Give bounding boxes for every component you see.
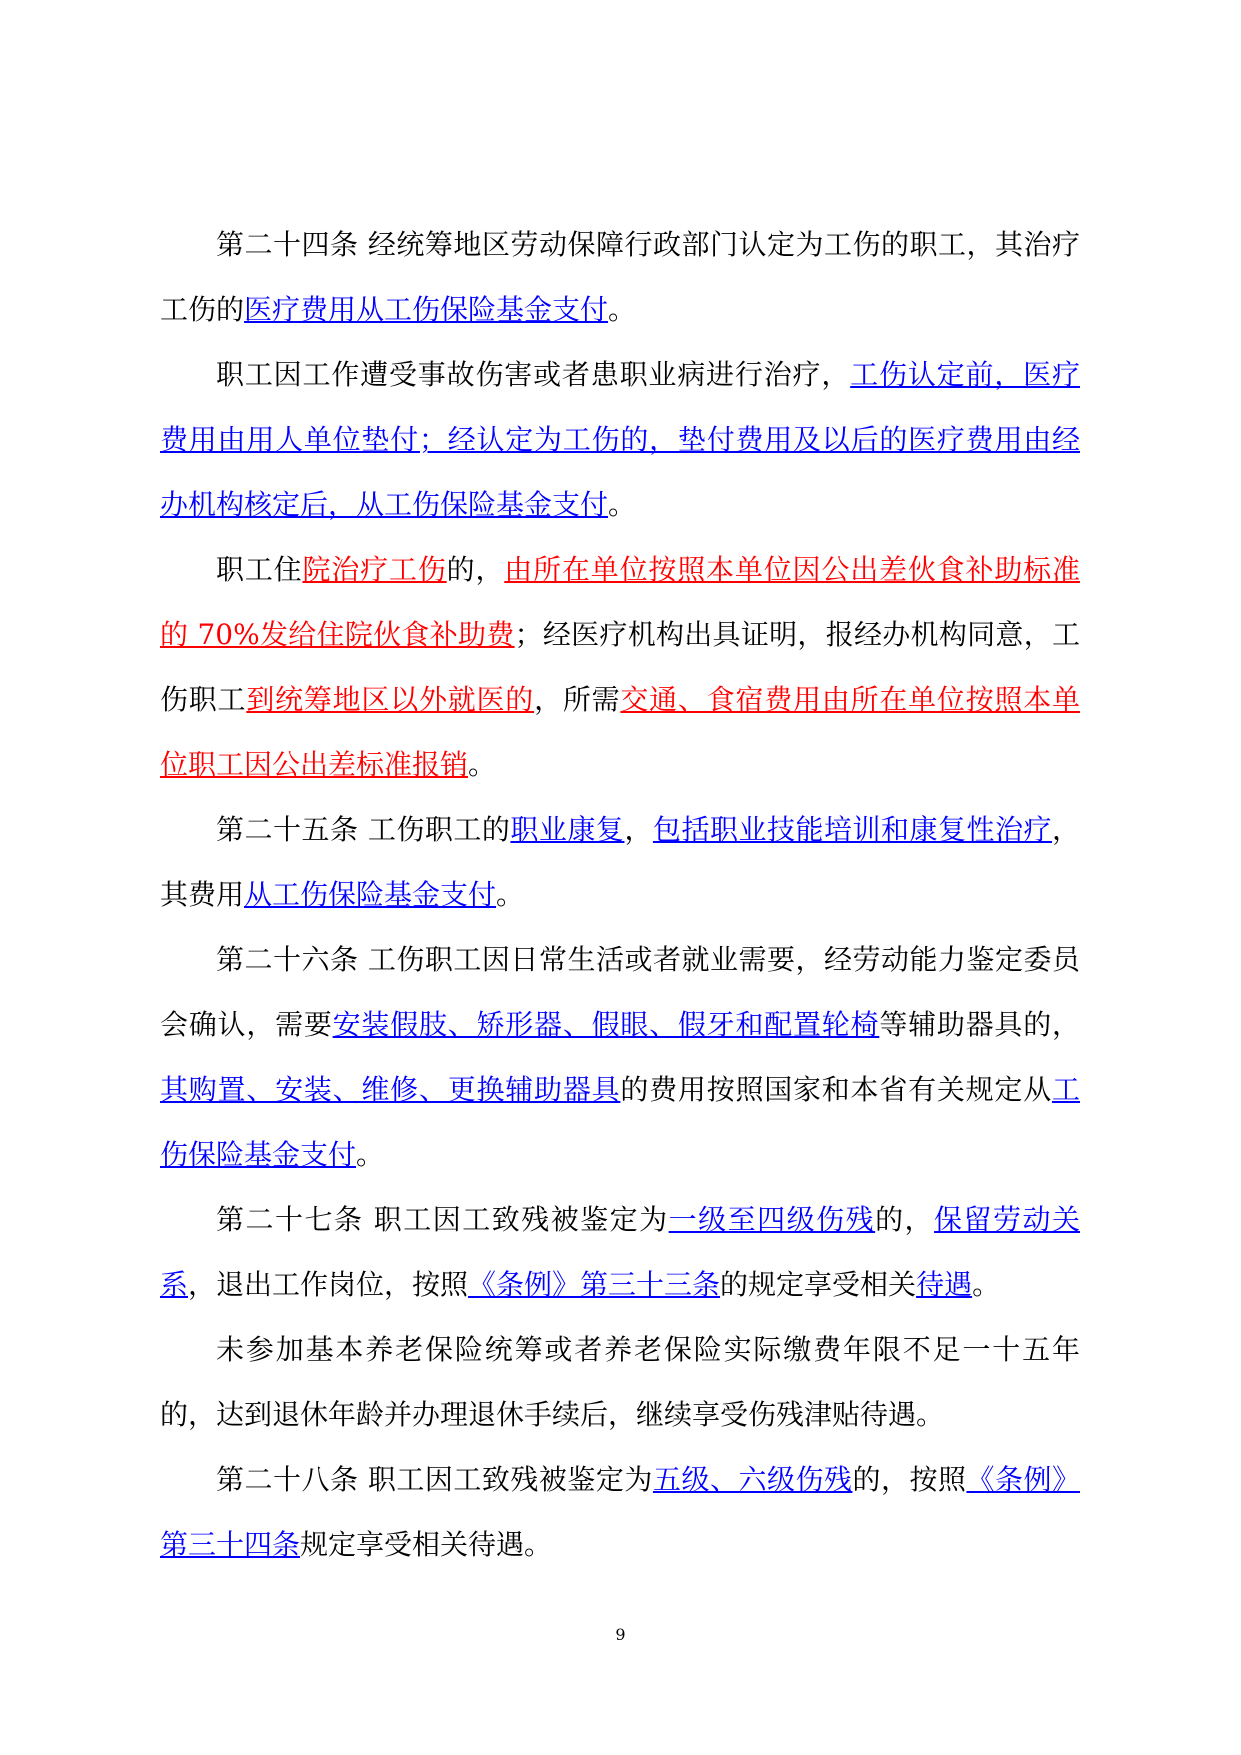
body-text: 的，按照: [852, 1463, 967, 1496]
body-text: 。: [496, 878, 525, 911]
blue-underlined-text: 《条例》第三十三条: [468, 1268, 721, 1301]
body-text: 的费用按照国家和本省有关规定从: [620, 1073, 1052, 1106]
body-text: ，所需: [534, 683, 621, 716]
body-text: 第二十四条 经统筹地区劳动保障行政部门认定为工伤的职工，其治疗工伤的: [160, 228, 1080, 326]
blue-underlined-text: 安装假肢、矫形器、假眼、假牙和配置轮椅: [332, 1008, 880, 1041]
paragraph: [160, 342, 1080, 537]
red-underlined-text: 院治疗工伤: [302, 553, 447, 586]
body-text: 。: [608, 488, 637, 521]
blue-underlined-text: 工伤认定前，医疗费用由用人单位垫付；经认定为工伤的，垫付费用及以后的医疗费用由经办机构核定后，从工伤保险基金支付: [160, 358, 1080, 521]
blue-underlined-text: 五级、六级伤残: [652, 1463, 853, 1496]
body-text: ，退出工作岗位，按照: [188, 1268, 469, 1301]
red-underlined-text: 由所在单位按照本单位因公出差伙食补助标准的 70%发给住院伙食补助费: [160, 553, 1080, 651]
blue-underlined-text: 从工伤保险基金支付: [244, 878, 497, 911]
page-number: 9: [615, 1625, 626, 1644]
body-text: ；经医疗机构出具证明，报经办机构同意，工伤职工: [160, 618, 1080, 716]
blue-underlined-text: 一级至四级伤残: [668, 1203, 876, 1236]
paragraph: [160, 212, 1080, 342]
blue-underlined-text: 职业康复: [510, 813, 625, 846]
body-text: 。: [608, 293, 637, 326]
body-text: ，: [624, 813, 653, 846]
blue-underlined-text: 包括职业技能培训和康复性治疗: [652, 813, 1052, 846]
blue-underlined-text: 工伤保险基金支付: [160, 1073, 1080, 1171]
paragraph: [160, 1187, 1080, 1317]
body-text: 第二十七条 职工因工致残被鉴定为: [216, 1203, 669, 1236]
blue-underlined-text: 保留劳动关系: [160, 1203, 1080, 1301]
blue-underlined-text: 医疗费用从工伤保险基金支付: [244, 293, 609, 326]
paragraph: [160, 927, 1080, 1187]
blue-underlined-text: 其购置、安装、维修、更换辅助器具: [160, 1073, 621, 1106]
document-body: [160, 212, 1080, 1577]
body-text: 。: [972, 1268, 1001, 1301]
paragraph: [160, 797, 1080, 927]
blue-underlined-text: 《条例》第三十四条: [160, 1463, 1080, 1561]
body-text: ，其费用: [160, 813, 1080, 911]
paragraph: [160, 1447, 1080, 1577]
body-text: 职工住: [216, 553, 303, 586]
body-text: 。: [468, 748, 497, 781]
red-underlined-text: 到统筹地区以外就医的: [246, 683, 535, 716]
body-text: 等辅助器具的，: [879, 1008, 1080, 1041]
blue-underlined-text: 待遇: [916, 1268, 973, 1301]
body-text: 的，: [446, 553, 505, 586]
body-text: 第二十八条 职工因工致残被鉴定为: [216, 1463, 653, 1496]
red-underlined-text: 交通、食宿费用由所在单位按照本单位职工因公出差标准报销: [160, 683, 1080, 781]
body-text: 第二十五条 工伤职工的: [216, 813, 511, 846]
body-text: 第二十六条 工伤职工因日常生活或者就业需要，经劳动能力鉴定委员会确认，需要: [160, 943, 1080, 1041]
body-text: 未参加基本养老保险统筹或者养老保险实际缴费年限不足一十五年的，达到退休年龄并办理退休手续后，继续享受伤残津贴待遇。: [160, 1333, 1080, 1431]
body-text: 规定享受相关待遇。: [300, 1528, 553, 1561]
body-text: 的规定享受相关: [720, 1268, 917, 1301]
body-text: 职工因工作遭受事故伤害或者患职业病进行治疗，: [216, 358, 851, 391]
body-text: 的，: [875, 1203, 935, 1236]
paragraph: [160, 1317, 1080, 1447]
paragraph: [160, 537, 1080, 797]
body-text: 。: [356, 1138, 385, 1171]
